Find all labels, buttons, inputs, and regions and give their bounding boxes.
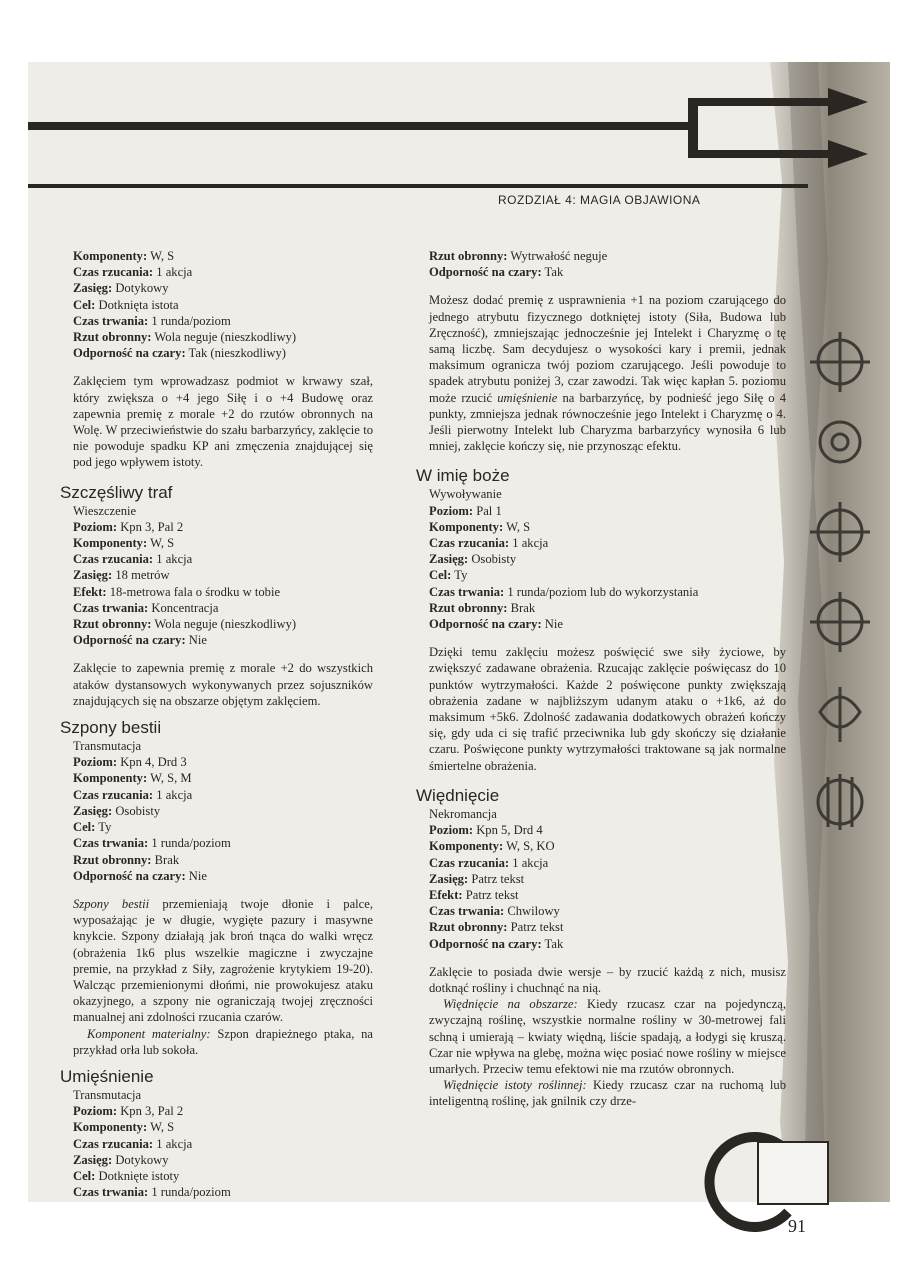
spell-description: Zaklęcie to posiada dwie wersje – by rzucić każdą z nich, musisz dotknąć rośliny i chuchnąć na nią. xyxy=(429,964,786,995)
page-number: 91 xyxy=(788,1216,806,1236)
spell-description: Zaklęcie to zapewnia premię z morale +2 do wszystkich ataków dystansowych wykonywanych przez sojuszników znajdujących się na obszarze objętym zaklęciem. xyxy=(73,661,373,708)
header-rule xyxy=(28,184,808,188)
spell-title: Umięśnienie xyxy=(60,1066,154,1086)
spell-description: Dzięki temu zaklęciu możesz poświęcić swe siły życiowe, by zwiększyć zadawane obrażenia. Rzucając zaklęcie poświęcasz do 10 punktów wytrzymałości. Każde 2 poświęcone punkty zwiększają obrażenia zadane w najbliższym udanym ataku o +1k6, aż do maksimum +5k6. Zdolność zadawania dodatkowych obrażeń kończy się, gdy uda ci się trafić przeciwnika lub gdy skończy się działanie czaru. Poświęcone punkty wytrzymałości traktowane są jak normalne śmiertelne obrażenia. xyxy=(429,645,786,773)
scanned-page xyxy=(28,62,890,1236)
spell-title: W imię boże xyxy=(416,466,510,486)
spell-variant-single: Więdnięcie istoty roślinnej: Kiedy rzucasz czar na ruchomą lub inteligentną roślinę, jak gnilnik czy drze- xyxy=(429,1078,786,1109)
spell-variant-area: Więdnięcie na obszarze: Kiedy rzucasz czar na pojedynczą, zwyczajną roślinę, wszystkie normalne rośliny w 30-metrowej fali schną i umierają – kwiaty więdną, liście spadają, a łodygi się kruszą. Czar nie wpływa na glebę, można więc posiać nowe rośliny w miejsce umarłych. Przeciw temu efektowi nie ma rzutów obronnych. xyxy=(429,997,786,1076)
spell-title: Więdnięcie xyxy=(416,785,500,805)
spell-title: Szczęśliwy traf xyxy=(60,482,173,502)
spell-description: Możesz dodać premię z usprawnienia +1 na poziom czarującego do jednego atrybutu fizycznego dotkniętej istoty (Siła, Budowa lub Zręczność), zmniejszając jednocześnie jej Intelekt i Charyzmę o tę samą liczbę. Sam decydujesz o wysokości kary i premii, jednak maksimum ogranicza twój poziom czarującego. Jeśli powoduje to spadek atrybutu poniżej 3, czar zawodzi. Tak więc kapłan 5. poziomu może rzucić umięśnienie na barbarzyńcę, by podnieść jego Siłę o 4 punkty, zmniejsza jednak równocześnie jego Intelekt i Charyzmę o 4. Jeśli pierwotny Intelekt lub Charyzma barbarzyńcy wynosiła 6 lub mniej, zaklęcie kończy się, nie przynosząc efektu. xyxy=(429,293,786,454)
left-column: Komponenty: W, S Czas rzucania: 1 akcja Zasięg: Dotykowy Cel: Dotknięta istota Czas trwania: 1 runda/poziom Rzut obronny: Wola neguje (nieszkodliwy) Odporność na czary: Tak (nieszkodliwy) Zaklęciem tym wprowadzasz podmiot w krwawy szał, który zwiększa o +4 jego Siłę i o +4 Budowę oraz zapewnia premię z morale +2 do rzutów obronnych na Wolę. W przeciwieństwie do szału barbarzyńcy, zaklęcie to nie powoduje spadku KP ani zmęczenia znajdującej się pod jego wpływem istoty. Szczęśliwy traf Wieszczenie Poziom: Kpn 3, Pal 2 Komponenty: W, S Czas rzucania: 1 akcja Zasięg: 18 metrów Efekt: 18-metrowa fala o środku w tobie Czas trwania: Koncentracja Rzut obronny: Wola neguje (nieszkodliwy) Odporność na czary: Nie Zaklęcie to zapewnia premię z morale +2 do wszystkich ataków dystansowych wykonywanych przez sojuszników znajdujących się na obszarze objętym zaklęciem. Szpony bestii Transmutacja Poziom: Kpn 4, Drd 3 Komponenty: W, S, M Czas rzucania: 1 akcja Zasięg: Osobisty Cel: Ty Czas trwania: 1 runda/poziom Rzut obronny: Brak Odporność na czary: Nie Szpony bestii przemieniają twoje dłonie i palce, wyposażając je w długie, wygięte pazury i masywne knykcie. Szpony działają jak broń tnąca do walki wręcz (obrażenia 1k6 plus wszelkie magiczne i zwyczajne premie, na przykład z Siły, zagrożenie krytykiem 19-20). Walcząc przemienionymi dłońmi, nie prowokujesz ataku okazyjnego, a szpony nie ograniczają twojej zręczności manualnej ani zdolności rzucania czarów. Komponent materialny: Szpon drapieżnego ptaka, na przykład orła lub sokoła. Umięśnienie Transmutacja Poziom: Kpn 3, Pal 2 Komponenty: W, S Czas rzucania: 1 akcja Zasięg: Dotykowy Cel: Dotknięte istoty Czas trwania: 1 runda/poziom xyxy=(60,249,373,1200)
spell-description: Zaklęciem tym wprowadzasz podmiot w krwawy szał, który zwiększa o +4 jego Siłę i o +4 Budowę oraz zapewnia premię z morale +2 do rzutów obronnych na Wolę. W przeciwieństwie do szału barbarzyńcy, zaklęcie to nie powoduje spadku KP ani zmęczenia znajdującej się pod jego wpływem istoty. xyxy=(73,374,373,470)
right-column: Rzut obronny: Wytrwałość neguje Odporność na czary: Tak Możesz dodać premię z usprawnienia +1 na poziom czarującego do jednego atrybutu fizycznego dotkniętej istoty (Siła, Budowa lub Zręczność), zmniejszając jednocześnie jej Intelekt i Charyzmę o tę samą liczbę. Sam decydujesz o wysokości kary i premii, jednak maksimum ogranicza twój poziom czarującego. Jeśli powoduje to spadek atrybutu poniżej 3, czar zawodzi. Tak więc kapłan 5. poziomu może rzucić umięśnienie na barbarzyńcę, by podnieść jego Siłę o 4 punkty, zmniejsza jednak równocześnie jego Intelekt i Charyzmę o 4. Jeśli pierwotny Intelekt lub Charyzma barbarzyńcy wynosiła 6 lub mniej, zaklęcie kończy się, nie przynosząc efektu. W imię boże Wywoływanie Poziom: Pal 1 Komponenty: W, S Czas rzucania: 1 akcja Zasięg: Osobisty Cel: Ty Czas trwania: 1 runda/poziom lub do wykorzystania Rzut obronny: Brak Odporność na czary: Nie Dzięki temu zaklęciu możesz poświęcić swe siły życiowe, by zwiększyć zadawane obrażenia. Rzucając zaklęcie poświęcasz do 10 punktów wytrzymałości. Każde 2 poświęcone punkty zwiększają obrażenia zadane w najbliższym udanym ataku o +1k6, aż do maksimum +5k6. Zdolność zadawania dodatkowych obrażeń kończy się, gdy uda ci się trafić przeciwnika lub gdy skończy się działanie czaru. Poświęcone punkty wytrzymałości traktowane są jak normalne śmiertelne obrażenia. Więdnięcie Nekromancja Poziom: Kpn 5, Drd 4 Komponenty: W, S, KO Czas rzucania: 1 akcja Zasięg: Patrz tekst Efekt: Patrz tekst Czas trwania: Chwilowy Rzut obronny: Patrz tekst Odporność na czary: Tak Zaklęcie to posiada dwie wersje – by rzucić każdą z nich, musisz dotknąć rośliny i chuchnąć na nią. Więdnięcie na obszarze: Kiedy rzucasz czar na pojedynczą, zwyczajną roślinę, wszystkie normalne rośliny w 30-metrowej fali schną i umierają – kwiaty więdną, liście spadają, a łodygi się kruszą. Czar nie wpływa na glebę, można więc posiać nowe rośliny w miejsce umarłych. Przeciw temu efektowi nie ma rzutów obronnych. Więdnięcie istoty roślinnej: Kiedy rzucasz czar na ruchomą lub inteligentną roślinę, jak gnilnik czy drze- xyxy=(416,249,786,1109)
material-component: Komponent materialny: Szpon drapieżnego ptaka, na przykład orła lub sokoła. xyxy=(73,1026,373,1057)
spell-description: Szpony bestii przemieniają twoje dłonie i palce, wyposażając je w długie, wygięte pazury i masywne knykcie. Szpony działają jak broń tnąca do walki wręcz (obrażenia 1k6 plus wszelkie magiczne i zwyczajne premie, na przykład z Siły, zagrożenie krytykiem 19-20). Walcząc przemienionymi dłońmi, nie prowokujesz ataku okazyjnego, a szpony nie ograniczają twojej zręczności manualnej ani zdolności rzucania czarów. xyxy=(73,896,373,1025)
spell-title: Szpony bestii xyxy=(60,718,162,738)
chapter-title: ROZDZIAŁ 4: MAGIA OBJAWIONA xyxy=(498,193,701,207)
